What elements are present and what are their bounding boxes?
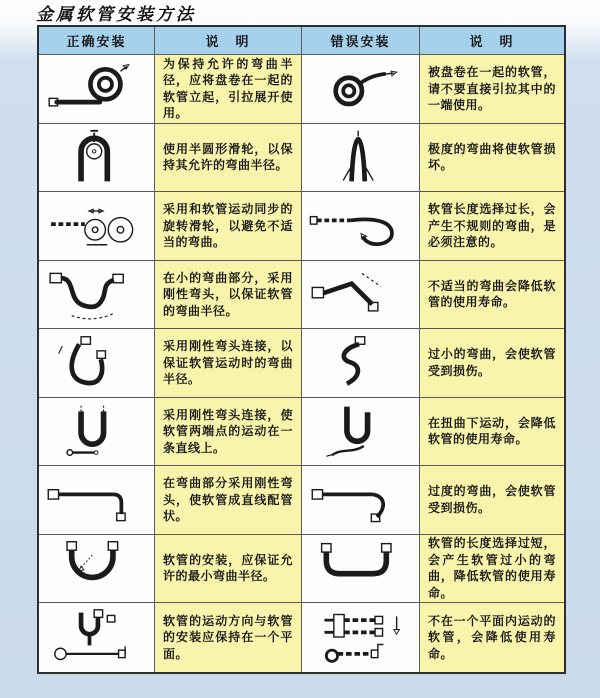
correct-description-cell [155,55,302,124]
correct-description: 为保持允许的弯曲半径，应将盘卷在一起的软管立起，引拉展开使用。 [163,56,293,121]
header-correct-installation: 正确安装 [39,27,155,55]
correct-illustration-cell [39,329,155,398]
correct-illustration-cell [39,535,155,604]
twisted-u-bend-illustration [309,401,413,461]
wrong-description-cell [420,329,564,398]
single-plane-motion-illustration [45,607,149,667]
correct-description: 在小的弯曲部分，采用刚性弯头，以保证软管的弯曲半径。 [163,270,293,318]
correct-illustration-cell [39,124,155,193]
straight-pipe-elbow-illustration [45,470,149,530]
upright-coil-pull-illustration [45,59,149,119]
correct-description-cell [155,124,302,193]
too-small-bend-illustration [309,333,413,393]
installation-table [37,25,566,674]
page-title: 金属软管安装方法 [36,5,196,25]
header-correct-explanation: 说 明 [155,27,302,55]
correct-description-cell [155,466,302,535]
correct-description: 使用半圆形滑轮，以保持其允许的弯曲半径。 [163,141,293,173]
overbent-pipe-illustration [309,470,413,530]
coil-direct-pull-illustration [309,59,413,119]
wrong-description: 过小的弯曲，会使软管受到损伤。 [428,347,556,378]
rigid-elbow-connection-illustration [45,333,149,393]
correct-illustration-cell [39,261,155,330]
correct-description: 软管的运动方向与软管的安装应保持在一个平面。 [163,613,293,661]
wrong-illustration-cell [302,329,420,398]
synchronized-pulleys-illustration [45,196,149,256]
wrong-illustration-cell [302,55,420,124]
semicircular-pulley-illustration [45,127,149,187]
correct-description: 软管的安装，应保证允许的最小弯曲半径。 [163,552,293,584]
correct-description-cell [155,398,302,467]
wrong-description-cell [420,535,564,604]
wrong-illustration-cell [302,466,420,535]
aligned-u-bend-illustration [45,401,149,461]
correct-illustration-cell [39,55,155,124]
correct-description-cell [155,192,302,261]
correct-description-cell [155,261,302,330]
header-wrong-installation: 错误安装 [302,27,420,55]
wrong-description: 软管的长度选择过短，会产生软管过小的弯曲，降低软管的使用寿命。 [428,536,556,600]
multi-plane-motion-illustration [309,607,413,667]
correct-description-cell [155,535,302,604]
too-short-hose-illustration [309,538,413,598]
wrong-description: 在扭曲下运动，会降低软管的使用寿命。 [428,415,556,447]
wrong-description: 被盘卷在一起的软管，请不要直接引拉其中的一端使用。 [428,65,556,112]
wrong-description-cell [420,192,564,261]
wrong-illustration-cell [302,535,420,604]
correct-illustration-cell [39,192,155,261]
wrong-description: 过度的弯曲，会使软管受到损伤。 [428,484,556,515]
header-wrong-explanation: 说 明 [420,27,564,55]
improper-bend-illustration [309,264,413,324]
wrong-description-cell [420,124,564,193]
wrong-illustration-cell [302,192,420,261]
correct-description-cell [155,603,302,672]
wrong-illustration-cell [302,398,420,467]
correct-illustration-cell [39,398,155,467]
wrong-illustration-cell [302,603,420,672]
wrong-description-cell [420,466,564,535]
wrong-description-cell [420,55,564,124]
correct-illustration-cell [39,603,155,672]
wrong-description: 不在一个平面内运动的软管，会降低使用寿命。 [428,613,556,661]
correct-description: 采用刚性弯头连接，以保证软管运动时的弯曲半径。 [163,339,293,386]
wrong-illustration-cell [302,124,420,193]
rigid-elbow-small-bend-illustration [45,264,149,324]
wrong-description-cell [420,398,564,467]
wrong-description-cell [420,261,564,330]
minimum-bend-radius-u-illustration [45,538,149,598]
wrong-illustration-cell [302,261,420,330]
correct-description: 在弯曲部分采用刚性弯头，使软管成直线配管状。 [163,476,293,523]
extreme-bend-illustration [309,127,413,187]
overlong-loop-illustration [309,196,413,256]
correct-description: 采用和软管运动同步的旋转滑轮，以避免不适当的弯曲。 [163,202,293,249]
correct-illustration-cell [39,466,155,535]
wrong-description: 不适当的弯曲会降低软管的使用寿命。 [428,278,556,310]
wrong-description: 极度的弯曲将使软管损坏。 [428,141,556,173]
wrong-description-cell [420,603,564,672]
correct-description: 采用刚性弯头连接，使软管两端点的运动在一条直线上。 [163,407,293,455]
correct-description-cell [155,329,302,398]
wrong-description: 软管长度选择过长，会产生不规则的弯曲，是必须注意的。 [428,202,556,249]
